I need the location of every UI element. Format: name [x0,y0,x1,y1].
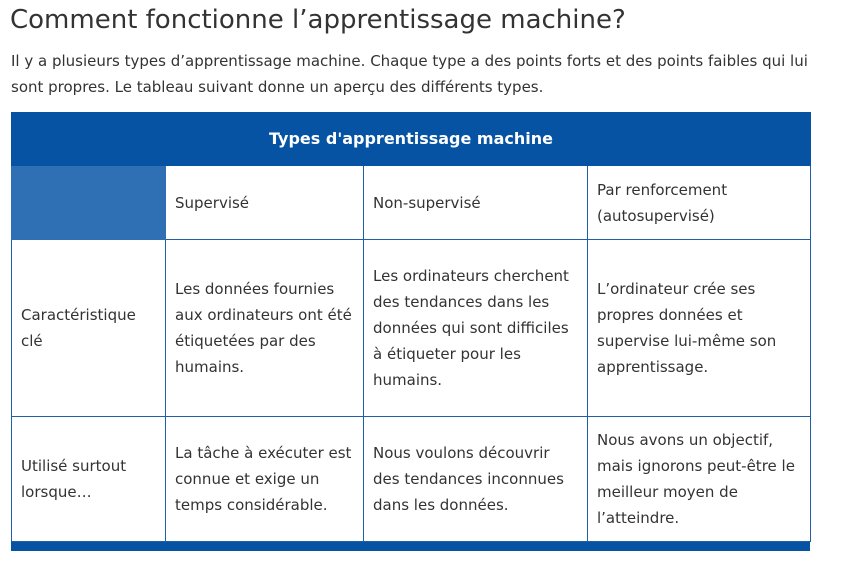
cell-key-unsupervised: Les ordinateurs cherchent des tendances dans les données qui sont difficiles à étiqueter pour les humains. [364,240,588,417]
ml-types-table [11,112,811,542]
row-label-key-characteristic: Caractéristique clé [12,240,166,417]
column-header-row [12,166,811,240]
table-caption-row [12,113,811,166]
cell-key-supervised: Les données fournies aux ordinateurs ont été étiquetées par des humains. [166,240,364,417]
table-row [12,417,811,542]
corner-cell [12,166,166,240]
row-label-used-when: Utilisé surtout lorsque… [12,417,166,542]
column-header-supervised: Supervisé [166,166,364,240]
column-header-unsupervised: Non-supervisé [364,166,588,240]
cell-use-supervised: La tâche à exécuter est connue et exige un temps considérable. [166,417,364,542]
cell-use-reinforcement: Nous avons un objectif, mais ignorons peut-être le meilleur moyen de l’atteindre. [588,417,811,542]
table-caption: Types d'apprentissage machine [12,113,811,166]
page-title: Comment fonctionne l’apprentissage machine? [10,5,626,35]
intro-paragraph: Il y a plusieurs types d’apprentissage machine. Chaque type a des points forts et des points faibles qui lui sont propres. Le tableau suivant donne un aperçu des différents types. [11,52,808,96]
table-row [12,240,811,417]
table-bottom-bar [11,542,810,551]
column-header-reinforcement: Par renforcement (autosupervisé) [588,166,811,240]
ml-types-table-container [11,112,810,551]
cell-key-reinforcement: L’ordinateur crée ses propres données et supervise lui-même son apprentissage. [588,240,811,417]
cell-use-unsupervised: Nous voulons découvrir des tendances inconnues dans les données. [364,417,588,542]
